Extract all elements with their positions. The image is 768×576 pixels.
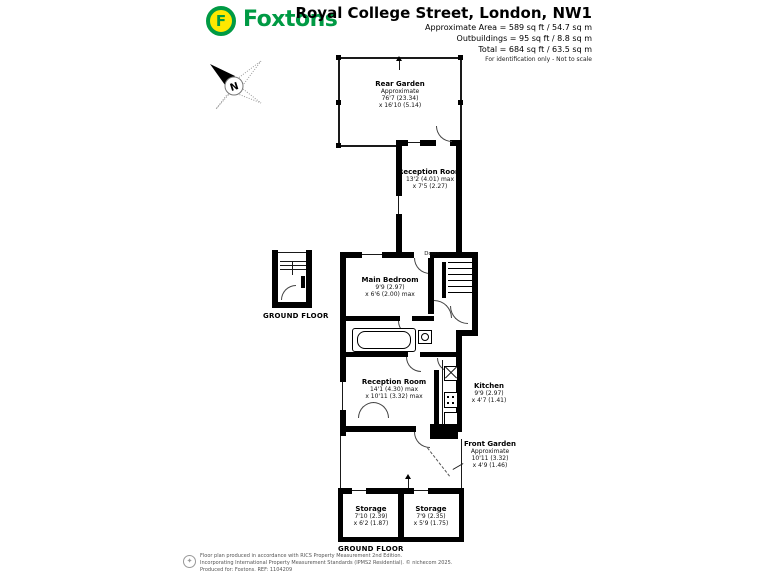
bathtub-inner (357, 331, 411, 349)
window-line (408, 142, 420, 143)
brand-name: Foxtons (243, 7, 338, 32)
counter-line (442, 360, 443, 426)
stair-tread (280, 265, 306, 266)
ground-floor-label-mini: GROUND FLOOR (263, 312, 329, 320)
disclaimer-line: Floor plan produced in accordance with RICS Property Measurement 2nd Edition. (200, 553, 403, 559)
front-garden-label: Front Garden Approximate 10'11 (3.32) x 4'9 (1.46) (463, 440, 517, 469)
disclaimer-line: Incorporating International Property Measurement Standards (IPMS2 Residential). © nichecom 2025. (200, 560, 453, 566)
header-title-block (272, 4, 592, 64)
window-line (398, 196, 399, 214)
wall (272, 302, 312, 308)
wall (306, 250, 312, 308)
door-arc (281, 285, 296, 300)
wall (346, 426, 416, 432)
staircase (448, 262, 472, 296)
door-arc (373, 402, 389, 418)
entry-arrow-icon (396, 56, 402, 61)
window-gap (396, 196, 402, 214)
fence-post (336, 55, 341, 60)
ground-floor-label-outbuildings: GROUND FLOOR (338, 545, 404, 553)
wall (456, 140, 462, 258)
wall (346, 352, 408, 357)
door-arc (406, 357, 421, 372)
approximate-area: Approximate Area = 589 sq ft / 54.7 sq m (425, 23, 592, 32)
kitchen-hob (444, 392, 458, 408)
scale-note: For identification only - Not to scale (485, 56, 592, 63)
foxtons-logo-icon: F (206, 6, 236, 36)
reception-front-label: Reception Room 14'1 (4.30) max x 10'11 (3.32) max (361, 378, 427, 400)
sink-bowl (421, 333, 429, 341)
door-gap (352, 488, 366, 494)
wall (382, 252, 396, 258)
wall (338, 488, 343, 542)
fence (338, 145, 398, 147)
door-arc (358, 402, 374, 418)
wall (396, 252, 414, 258)
stair-rail (292, 261, 293, 275)
door-line (414, 490, 428, 491)
wall (396, 140, 462, 146)
total-area: Total = 684 sq ft / 63.5 sq m (478, 45, 592, 54)
wall (346, 316, 400, 321)
alcove-line (362, 254, 382, 255)
main-bedroom-label: Main Bedroom 9'9 (2.97) x 6'6 (2.00) max (361, 276, 419, 298)
garden-path (427, 448, 450, 477)
fence (340, 436, 341, 490)
compass-icon (203, 57, 267, 113)
window-line (342, 382, 343, 410)
window-line (278, 252, 306, 253)
wall (472, 252, 478, 336)
kitchen-label: Kitchen 9'9 (2.97) x 4'7 (1.41) (471, 382, 507, 404)
entry-arrow-icon (405, 474, 411, 479)
wall (459, 488, 464, 542)
fence-post (458, 100, 463, 105)
window-gap (408, 140, 420, 146)
reception-rear-label: Reception Room 13'2 (4.01) max x 7'5 (2.27) (398, 168, 463, 190)
wall (398, 488, 404, 542)
door-gap (414, 488, 428, 494)
radiator (301, 276, 305, 288)
fence-post (336, 100, 341, 105)
storage-right-label: Storage 7'9 (2.35) x 5'9 (1.75) (413, 505, 449, 527)
fence-post (336, 143, 341, 148)
disclaimer (200, 553, 452, 574)
stair-tread (280, 261, 306, 262)
outbuildings-area: Outbuildings = 95 sq ft / 8.8 sq m (456, 34, 592, 43)
storage-left-label: Storage 7'10 (2.39) x 6'2 (1.87) (353, 505, 389, 527)
stair-wall (442, 262, 446, 298)
entry-mark (408, 478, 409, 488)
entry-mark (399, 60, 400, 70)
page-title: Royal College Street, London, NW1 (295, 4, 592, 22)
wall (420, 352, 462, 357)
fence-post (458, 55, 463, 60)
wall (346, 252, 362, 258)
wall (272, 250, 278, 308)
nichecom-logo-icon: ✦ (183, 555, 196, 568)
rear-garden-label: Rear Garden Approximate 76'7 (23.34) x 16'10 (5.14) (375, 80, 425, 109)
door-arc (450, 306, 468, 324)
disclaimer-line: Produced for: Foxtons. REF: 1104209 (200, 567, 293, 573)
down-label: Down (424, 251, 440, 257)
stair-tread (280, 269, 306, 270)
porch-block (430, 424, 458, 439)
window-gap (340, 382, 346, 410)
svg-text:N: N (228, 80, 241, 94)
door-line (352, 490, 366, 491)
wall (412, 316, 434, 321)
door-arc (414, 432, 430, 448)
